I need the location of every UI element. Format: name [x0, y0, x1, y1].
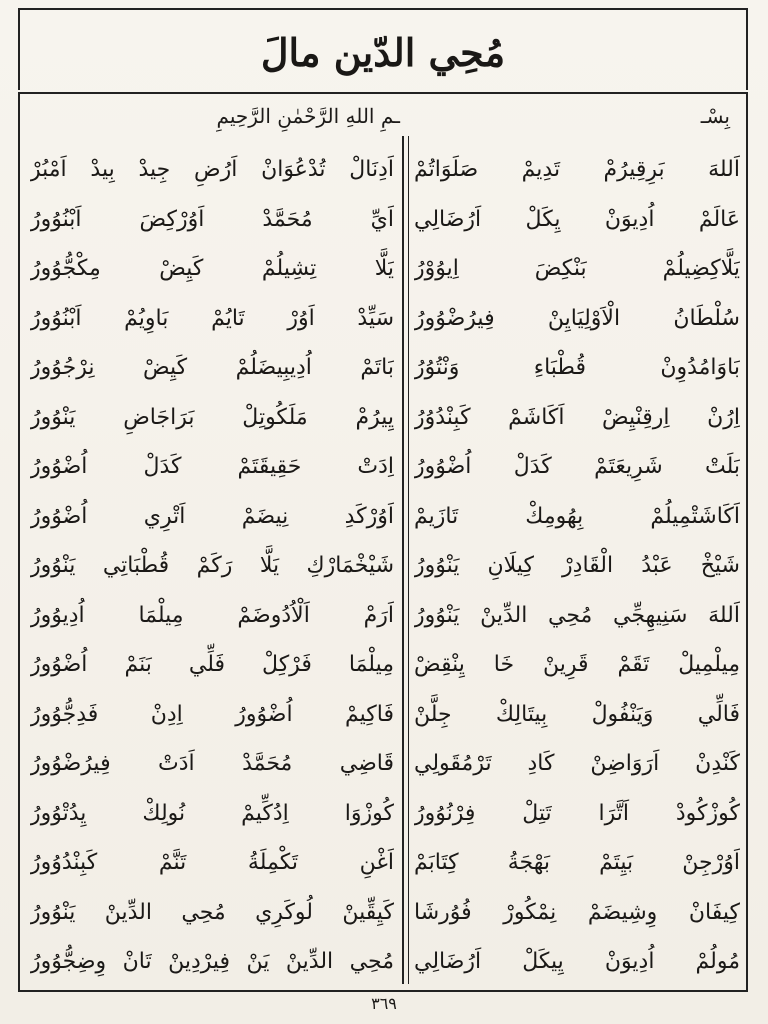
- verse-line: كَنْدِنْ اَرَوَاضِنْ كَادِ تَرْمُقَولِي: [414, 751, 740, 776]
- basmala-right-part: بِسْـ: [700, 104, 730, 128]
- verse-line: بَاوَامُدُوِنْ قُطْبَاءِ وَنْتُوُرُ: [414, 355, 740, 380]
- verse-line: بَلَتْ شَرِيعَتَمْ كَدَلْ اُضْوُورُ: [414, 454, 740, 479]
- left-verse-column: [30, 148, 394, 984]
- verse-line: اَيِّ مُحَمَّدْ اَوُرْكِضَ اَبْنُوُورُ: [30, 206, 394, 232]
- verse-line: مُحِي الدِّينْ يَنْ فِيرْدِينْ تَانْ وِضِجُّوُورُ: [30, 949, 394, 974]
- verse-line: اَللهَ بَرِقِيرُمْ تَدِيمْ صَلَوَاتُمْ: [414, 157, 740, 182]
- verse-line: اَرَمْ اَلْاُدُوضَمْ مِيلْمَا اُدِيوُورُ: [30, 602, 394, 628]
- verse-line: شَيْخْ عَبْدُ الْقَادِرْ كِيلَانِ يَنْوُورُ: [414, 553, 740, 578]
- basmala-left-part: ـمِ اللهِ الرَّحْمٰنِ الرَّحِيمِ: [216, 104, 400, 128]
- verse-line: مِيلْمِيلْ تَقَمْ قَرِينْ خَا يِنْقِضْ: [414, 652, 740, 677]
- verse-line: يَلَّا تِشِيلُمْ كَيِضْ مِكْجُّوُورُ: [30, 256, 394, 281]
- verse-line: اَكَاشَتْمِيلُمْ بِهُومِكْ تَازَيمْ: [414, 503, 740, 529]
- verse-line: مُولُمْ اُدِيوَنْ يِيكَلْ اَرُضَالِي: [414, 949, 740, 974]
- verse-line: فَاكِيمْ اُضْوُورُ اِدِنْ فَدِجُّوُورُ: [30, 701, 394, 727]
- verse-line: اَغْنِ تَكْمِلَةُ تَنَّمْ كَبِنْدُوُورُ: [30, 850, 394, 875]
- column-divider-inner: [408, 136, 409, 984]
- verse-line: كِيفَانْ وِشِيضَمْ نِمْكُورْ فُوُرشَا: [414, 899, 740, 925]
- verse-line: كُوزْكُودْ اَتَّرَا تَتِلْ فِرْنُوُورُ: [414, 800, 740, 826]
- verse-line: فَالِّي وَيَنْفُولْ بِيتَالِكْ جِلَّنْ: [414, 701, 740, 727]
- verse-line: قَاضِي مُحَمَّدْ اَدَتْ فِيرُضْوُورُ: [30, 751, 394, 776]
- verse-line: سَيِّدْ اَوُرْ تَايُمْ بَاوِيُمْ اَبْنُوُورُ: [30, 305, 394, 331]
- verse-line: بَاتَمْ اُدِيبِيضَلُمْ كَيِضْ نِرْجُوُورُ: [30, 355, 394, 380]
- right-verse-column: [414, 148, 740, 984]
- verse-line: اِرُنْ اِرقِنْيِضْ اَكَاشَمْ كَبِنْدُوُرُ: [414, 404, 740, 430]
- verse-line: مِيلْمَا فَرْكِلْ فَلِّي بَنَمْ اُضْوُورُ: [30, 652, 394, 677]
- page-title: مُحِي الدّين مالَ: [260, 29, 506, 75]
- verse-line: شَيْخْمَارْكِ يَلَّا رَكَمْ قُطْبَاتِي يَنْوُورُ: [30, 553, 394, 578]
- verse-line: كَيِقِّينْ لُوكَرِي مُحِي الدِّينْ يَنْوُورُ: [30, 899, 394, 925]
- verse-line: يَلَّاكِضِيلُمْ بَنْكِضَ اِيوُوْرُ: [414, 256, 740, 281]
- column-divider: [402, 136, 404, 984]
- verse-line: اَدِنَالْ تُدْعُوَانْ اَرُضِ جِيدْ بِيدْ اَمْبُرْ: [30, 157, 394, 182]
- verse-line: اَوُرْكَدِ نِيضَمْ اَتْرِي اُضْوُورُ: [30, 503, 394, 529]
- verse-line: اَوُرْجِنْ بَيِتَمْ بَهْجَةُ كِتَابَمْ: [414, 850, 740, 875]
- verse-line: اَللهَ سَنِيهِجِّي مُحِي الدِّينْ يَنْوُورُ: [414, 602, 740, 628]
- title-box: [18, 8, 748, 90]
- verse-line: اِدَتْ حَقِيقَتَمْ كَدَلْ اُضْوُورُ: [30, 454, 394, 479]
- verse-line: عَالَمْ اُدِيوَنْ يِكَلْ اَرُضَالِي: [414, 206, 740, 232]
- verse-line: كُوزْوَا اِدُكِّيمْ نُولِكْ يِدُتْوُورُ: [30, 800, 394, 826]
- verse-line: سُلْطَانُ الْاَوْلِيَايِنْ فِيرُضْوُورُ: [414, 305, 740, 331]
- verse-line: يِيرُمْ مَلَكُوتِلْ بَرَاجَاضِ يَنْوُورُ: [30, 404, 394, 430]
- page-number: ٣٦٩: [371, 994, 397, 1013]
